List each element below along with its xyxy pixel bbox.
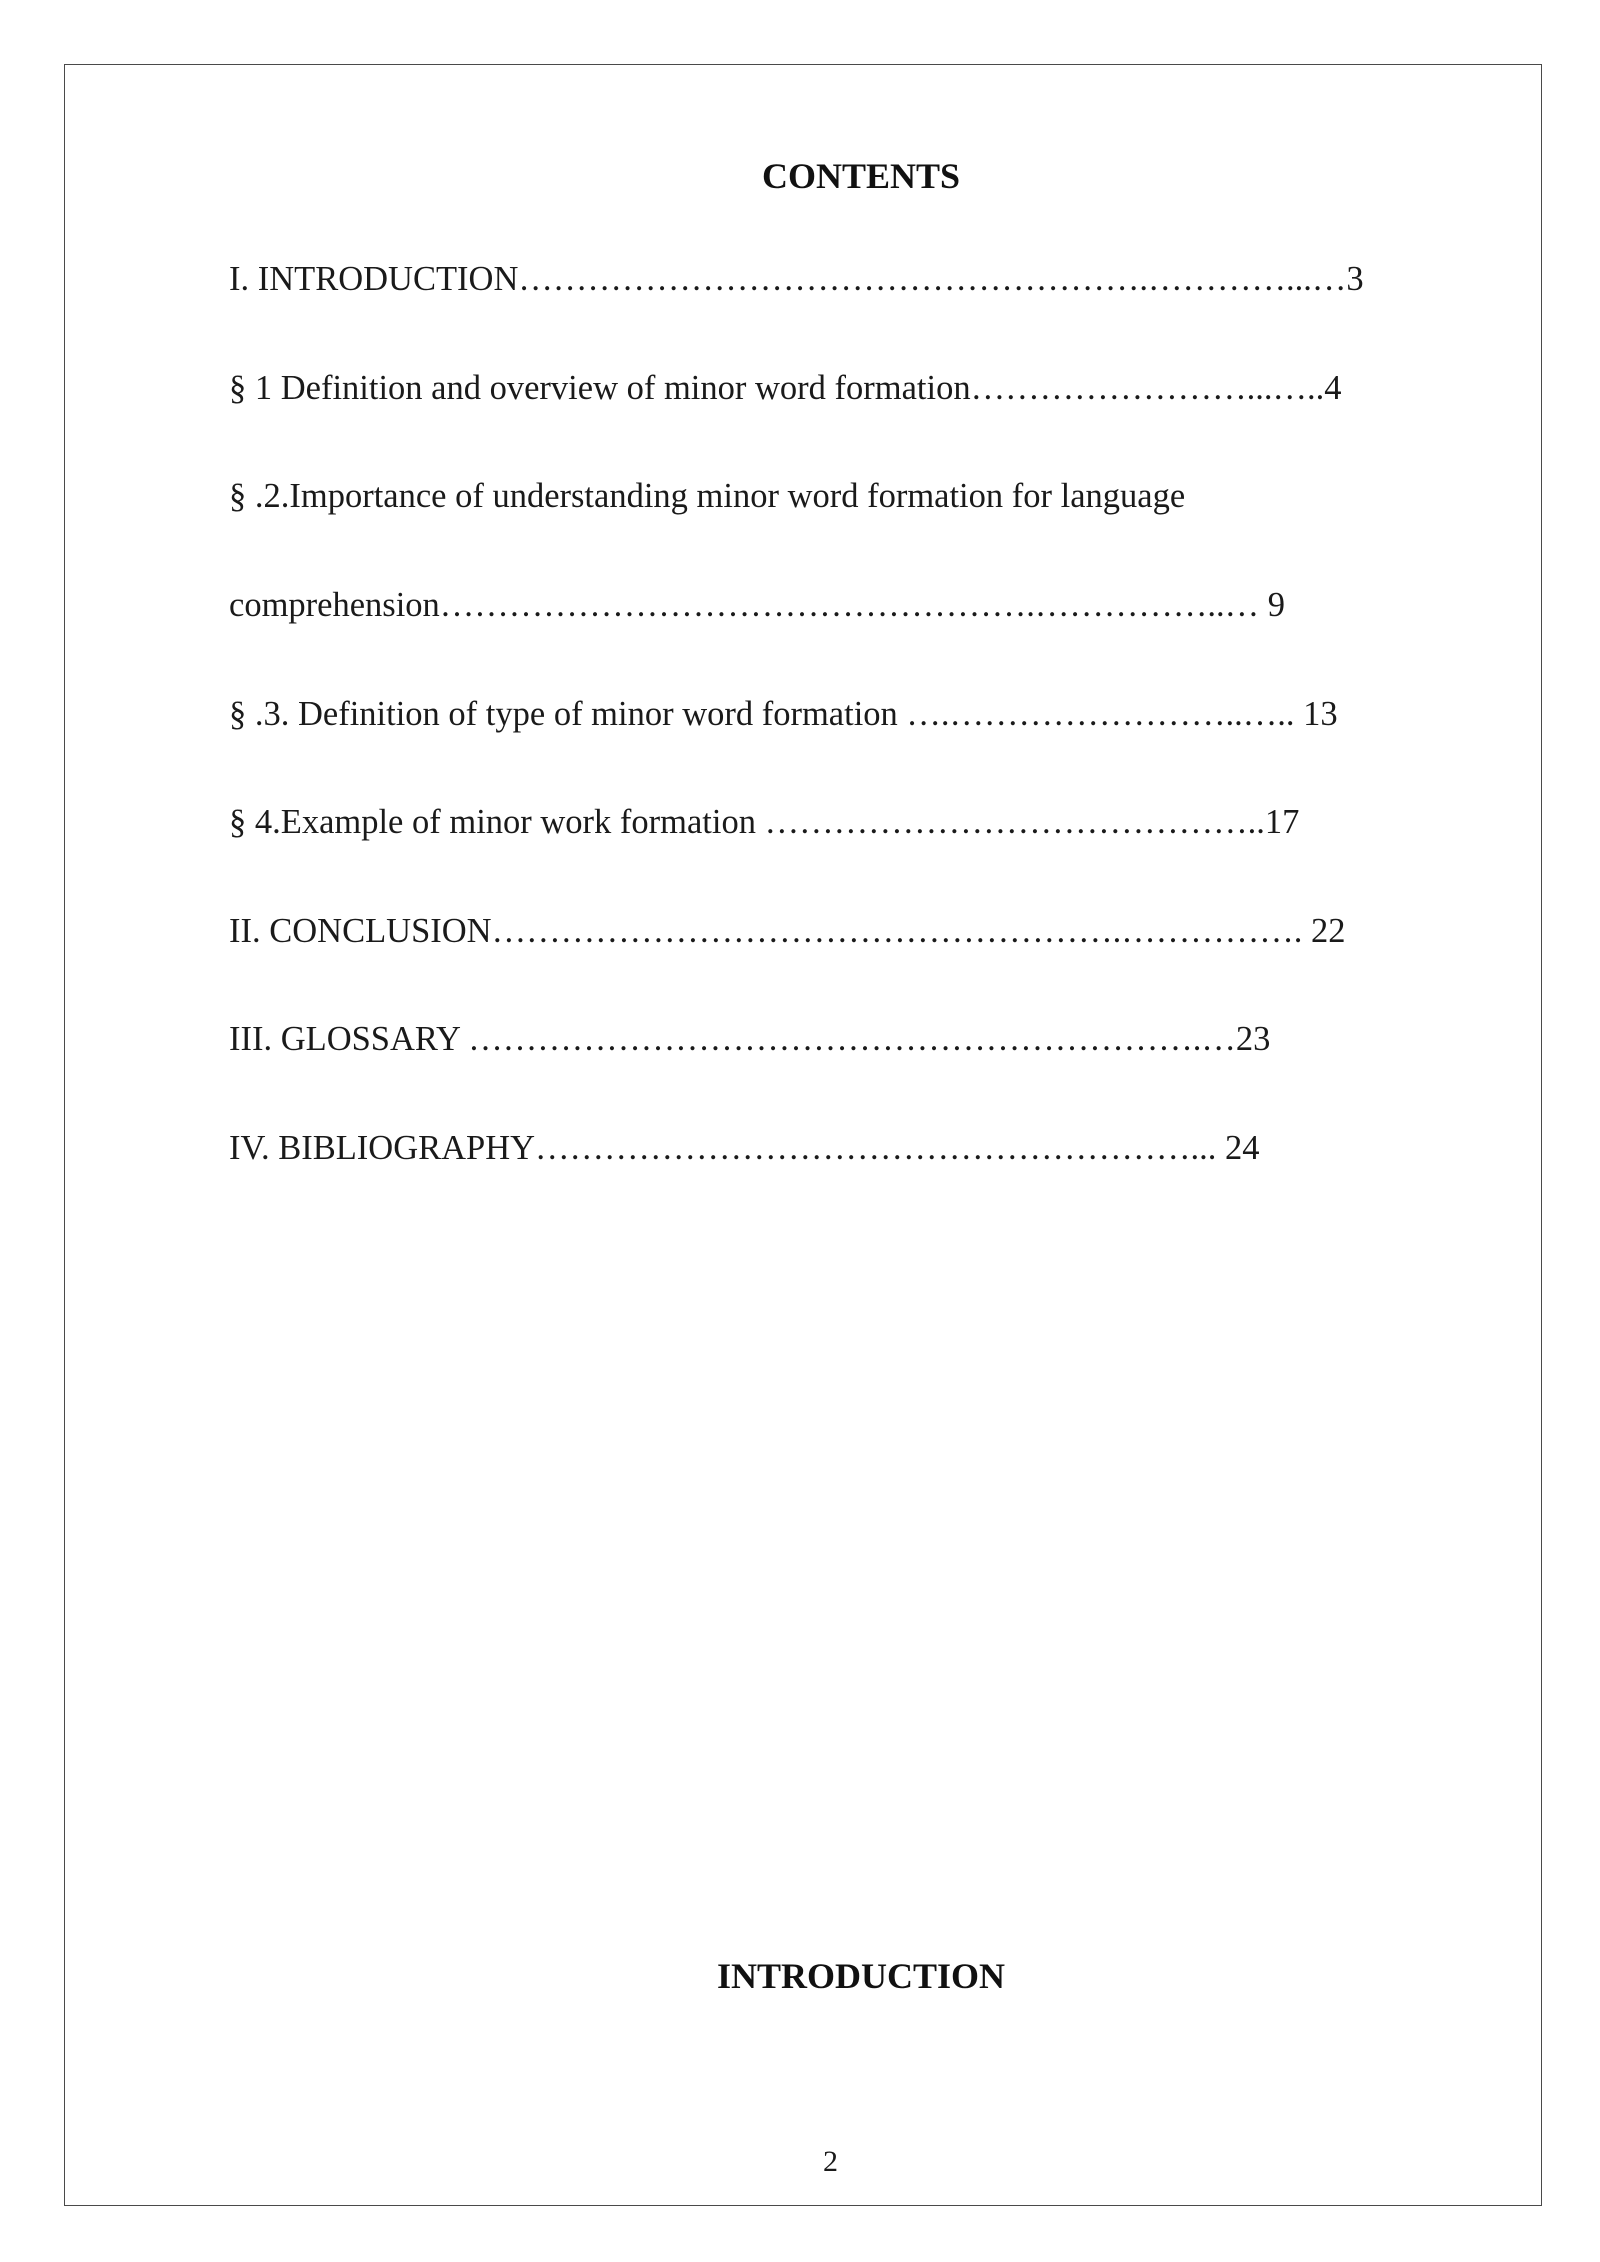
- toc-entry-definition-overview: § 1 Definition and overview of minor word formation……………………...…..4: [229, 369, 1342, 407]
- toc-entry-example: § 4.Example of minor work formation ……………………………………..17: [229, 803, 1300, 841]
- toc-entry-conclusion: II. CONCLUSION……………………………………………….……………. 22: [229, 912, 1346, 950]
- toc-entry-bibliography: IV. BIBLIOGRAPHY…………………………………………………... 24: [229, 1129, 1260, 1167]
- toc-entry-importance: § .2.Importance of understanding minor word formation for language: [229, 477, 1186, 515]
- page-number: 2: [823, 2145, 838, 2178]
- toc-entry-definition-type: § .3. Definition of type of minor word formation ….……………………..….. 13: [229, 695, 1338, 733]
- contents-heading: CONTENTS: [761, 156, 961, 196]
- toc-entry-glossary: III. GLOSSARY ……………………………………………………….…23: [229, 1020, 1271, 1058]
- toc-entry-importance-continued: comprehension…………………………………………….……………..… 9: [229, 586, 1286, 624]
- introduction-heading: INTRODUCTION: [716, 1956, 1006, 1996]
- toc-entry-introduction: I. INTRODUCTION……………………………………………….…………...…3: [229, 260, 1364, 298]
